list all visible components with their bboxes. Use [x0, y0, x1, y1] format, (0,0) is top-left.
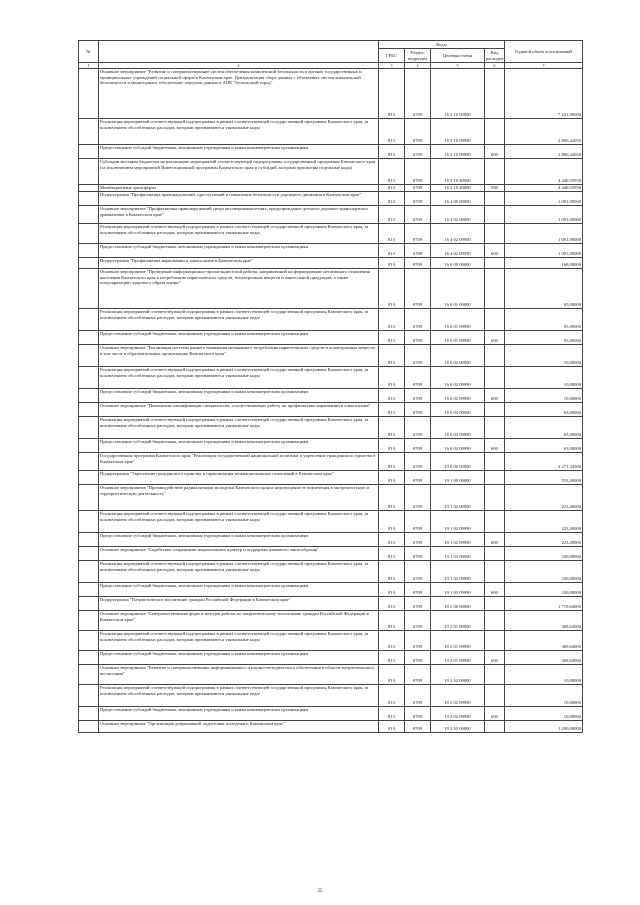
row-grbs-cell: 813 [379, 439, 405, 453]
row-amount-cell: 369,64000 [505, 611, 583, 631]
row-name-cell: Реализация мероприятий соответствующей подпрограммы в рамках соответствующей государственной программы Камчатского края, за исключением обособленных расходов, которым присваиваются уникальные коды [99, 119, 379, 145]
row-section-cell: 0709 [405, 367, 431, 389]
row-type-cell: 600 [485, 389, 505, 403]
row-name-cell: Предоставление субсидий бюджетным, автономным учреждениям и иным некоммерческим организациям [99, 244, 379, 258]
table-row [79, 244, 583, 258]
row-section-cell: 0709 [405, 389, 431, 403]
row-number-cell [79, 69, 99, 119]
row-target-cell: 16 4 00 00000 [431, 192, 485, 206]
row-section-cell: 0709 [405, 345, 431, 367]
row-name-cell: Межбюджетные трансферты [99, 185, 379, 192]
table-row [79, 331, 583, 345]
col-number: 6 [485, 63, 505, 69]
row-section-cell: 0709 [405, 224, 431, 244]
row-target-cell: 16 4 02 00000 [431, 206, 485, 224]
table-row [79, 485, 583, 511]
row-amount-cell: 1 091,00000 [505, 244, 583, 258]
table-row [79, 611, 583, 631]
row-section-cell: 0709 [405, 453, 431, 471]
header-number: № [79, 41, 99, 63]
row-grbs-cell: 813 [379, 533, 405, 547]
table-row [79, 665, 583, 685]
row-name-cell: Государственная программа Камчатского края "Реализация государственной национальной политики и укрепление гражданского единства в Камчатском крае" [99, 453, 379, 471]
row-number-cell [79, 331, 99, 345]
table-row [79, 561, 583, 583]
row-grbs-cell: 813 [379, 269, 405, 309]
row-section-cell: 0709 [405, 511, 431, 533]
row-type-cell [485, 485, 505, 511]
row-grbs-cell: 813 [379, 367, 405, 389]
row-grbs-cell: 813 [379, 119, 405, 145]
row-grbs-cell: 813 [379, 471, 405, 485]
row-name-cell: Предоставление субсидий бюджетным, автономным учреждениям и иным некоммерческим организациям [99, 439, 379, 453]
row-name-cell: Основное мероприятие "Развитие и совершенствование систем обеспечения комплексной безопасности в органах государственных и муниципальных учреждений социальной сферы в Камчатском крае. Централизация сбора данных с объектовых систем комплексной безопасности и мониторинга, обеспечение передачи данных в АПК "Безопасный город" [99, 69, 379, 119]
row-grbs-cell: 813 [379, 561, 405, 583]
row-amount-cell: 3 271,34500 [505, 453, 583, 471]
row-amount-cell: 223,49000 [505, 485, 583, 511]
table-row [79, 69, 583, 119]
row-number-cell [79, 453, 99, 471]
row-target-cell: 16 6 01 09990 [431, 309, 485, 331]
row-type-cell [485, 206, 505, 224]
table-row [79, 119, 583, 145]
row-number-cell [79, 185, 99, 192]
row-section-cell: 0709 [405, 244, 431, 258]
header-section: Раздел, подраздел [405, 49, 431, 63]
row-amount-cell: 10,00000 [505, 685, 583, 707]
row-target-cell: 16 6 04 09990 [431, 439, 485, 453]
row-section-cell: 0709 [405, 631, 431, 651]
row-target-cell: 19 1 02 09990 [431, 511, 485, 533]
row-target-cell: 16 6 02 09990 [431, 367, 485, 389]
row-type-cell: 600 [485, 707, 505, 721]
table-row [79, 583, 583, 597]
row-number-cell [79, 159, 99, 185]
row-target-cell: 16 6 04 00000 [431, 403, 485, 417]
row-type-cell: 600 [485, 439, 505, 453]
row-amount-cell: 1 091,00000 [505, 192, 583, 206]
row-name-cell: Реализация мероприятий соответствующей подпрограммы в рамках соответствующей государственной программы Камчатского края, за исключением обособленных расходов, которым присваиваются уникальные коды [99, 561, 379, 583]
row-amount-cell: 223,49000 [505, 533, 583, 547]
row-number-cell [79, 309, 99, 331]
header-name [99, 41, 379, 63]
row-amount-cell: 10,00000 [505, 389, 583, 403]
table-row [79, 269, 583, 309]
row-target-cell: 16 3 10 09990 [431, 119, 485, 145]
row-target-cell: 16 6 00 00000 [431, 258, 485, 269]
row-amount-cell: 95,00000 [505, 309, 583, 331]
table-row [79, 345, 583, 367]
row-number-cell [79, 533, 99, 547]
row-type-cell: 600 [485, 244, 505, 258]
row-target-cell: 19 1 00 00000 [431, 471, 485, 485]
row-name-cell: Реализация мероприятий соответствующей подпрограммы в рамках соответствующей государственной программы Камчатского края, за исключением обособленных расходов, которым присваиваются уникальные коды [99, 224, 379, 244]
row-target-cell: 16 3 10 40000 [431, 159, 485, 185]
row-name-cell: Предоставление субсидий бюджетным, автономным учреждениям и иным некоммерческим организациям [99, 583, 379, 597]
row-name-cell: Подпрограмма "Профилактика наркомании и алкоголизма в Камчатском крае" [99, 258, 379, 269]
row-target-cell: 19 1 03 09990 [431, 583, 485, 597]
row-grbs-cell: 813 [379, 511, 405, 533]
row-section-cell: 0709 [405, 583, 431, 597]
col-number: 1 [79, 63, 99, 69]
table-row [79, 206, 583, 224]
row-name-cell: Реализация мероприятий соответствующей подпрограммы в рамках соответствующей государственной программы Камчатского края, за исключением обособленных расходов, которым присваиваются уникальные коды [99, 511, 379, 533]
row-amount-cell: 330,00000 [505, 583, 583, 597]
row-amount-cell: 10,00000 [505, 345, 583, 367]
row-name-cell: Основное мероприятие "Совершенствование форм и методов работы по патриотическому воспитанию граждан Российской Федерации в Камчатском крае" [99, 611, 379, 631]
row-amount-cell: 2 800,44050 [505, 119, 583, 145]
budget-table-page [78, 40, 582, 733]
row-grbs-cell: 813 [379, 631, 405, 651]
row-number-cell [79, 547, 99, 561]
row-number-cell [79, 224, 99, 244]
row-section-cell: 0709 [405, 651, 431, 665]
row-type-cell [485, 367, 505, 389]
row-type-cell: 500 [485, 185, 505, 192]
row-name-cell: Предоставление субсидий бюджетным, автономным учреждениям и иным некоммерческим организациям [99, 389, 379, 403]
row-amount-cell: 553,49000 [505, 471, 583, 485]
row-type-cell: 600 [485, 331, 505, 345]
table-row [79, 258, 583, 269]
row-grbs-cell: 813 [379, 331, 405, 345]
col-number: 3 [379, 63, 405, 69]
row-number-cell [79, 583, 99, 597]
row-section-cell: 0709 [405, 309, 431, 331]
row-target-cell: 19 2 03 00000 [431, 721, 485, 733]
row-number-cell [79, 561, 99, 583]
row-section-cell: 0709 [405, 707, 431, 721]
row-name-cell: Реализация мероприятий соответствующей подпрограммы в рамках соответствующей государственной программы Камчатского края, за исключением обособленных расходов, которым присваиваются уникальные коды [99, 685, 379, 707]
row-section-cell: 0709 [405, 69, 431, 119]
row-name-cell: Основное мероприятие "Противодействие радикализации молодежи Камчатского края и недопущение ее вовлечения в экстремистскую и террористическую деятельность" [99, 485, 379, 511]
row-section-cell: 0709 [405, 547, 431, 561]
row-grbs-cell: 813 [379, 417, 405, 439]
table-row [79, 403, 583, 417]
row-grbs-cell: 813 [379, 69, 405, 119]
row-section-cell: 0709 [405, 561, 431, 583]
row-number-cell [79, 417, 99, 439]
table-row [79, 631, 583, 651]
row-section-cell: 0709 [405, 269, 431, 309]
row-number-cell [79, 119, 99, 145]
row-name-cell: Предоставление субсидий бюджетным, автономным учреждениям и иным некоммерческим организациям [99, 331, 379, 345]
row-name-cell: Субсидии местным бюджетам на реализацию мероприятий соответствующей подпрограммы государственной программы Камчатского края (за исключением мероприятий Инвестиционной программы Камчатского края и субсидий, которым присвоены отдельные коды) [99, 159, 379, 185]
row-section-cell: 0709 [405, 258, 431, 269]
row-grbs-cell: 813 [379, 206, 405, 224]
row-number-cell [79, 721, 99, 733]
row-amount-cell: 4 440,55950 [505, 159, 583, 185]
col-number: 4 [405, 63, 431, 69]
row-amount-cell: 65,00000 [505, 269, 583, 309]
row-type-cell [485, 547, 505, 561]
row-number-cell [79, 206, 99, 224]
row-section-cell: 0709 [405, 485, 431, 511]
row-target-cell: 19 0 00 00000 [431, 453, 485, 471]
row-grbs-cell: 813 [379, 244, 405, 258]
header-expense-type: Вид расходов [486, 49, 504, 61]
row-grbs-cell: 813 [379, 185, 405, 192]
row-grbs-cell: 813 [379, 258, 405, 269]
row-amount-cell: 1 719,64000 [505, 597, 583, 611]
row-target-cell: 19 2 00 00000 [431, 597, 485, 611]
row-target-cell: 16 3 10 00000 [431, 69, 485, 119]
row-amount-cell: 168,00000 [505, 258, 583, 269]
row-amount-cell: 369,64000 [505, 651, 583, 665]
row-name-cell: Предоставление субсидий бюджетным, автономным учреждениям и иным некоммерческим организациям [99, 145, 379, 159]
row-number-cell [79, 367, 99, 389]
row-grbs-cell: 813 [379, 309, 405, 331]
row-grbs-cell: 813 [379, 453, 405, 471]
row-name-cell: Основное мероприятие "Повышение квалификации специалистов, осуществляющих работу по профилактике наркомании и алкоголизма" [99, 403, 379, 417]
row-target-cell: 16 3 10 40000 [431, 185, 485, 192]
table-row [79, 417, 583, 439]
row-name-cell: Предоставление субсидий бюджетным, автономным учреждениям и иным некоммерческим организациям [99, 707, 379, 721]
row-amount-cell: 63,00000 [505, 403, 583, 417]
row-number-cell [79, 389, 99, 403]
row-grbs-cell: 813 [379, 159, 405, 185]
row-grbs-cell: 813 [379, 403, 405, 417]
row-section-cell: 0709 [405, 597, 431, 611]
row-type-cell [485, 69, 505, 119]
row-type-cell [485, 453, 505, 471]
row-type-cell: 600 [485, 533, 505, 547]
row-amount-cell: 1 290,00000 [505, 721, 583, 733]
row-amount-cell: 369,64000 [505, 631, 583, 651]
row-amount-cell: 10,00000 [505, 665, 583, 685]
row-type-cell: 600 [485, 145, 505, 159]
table-row [79, 309, 583, 331]
row-grbs-cell: 813 [379, 597, 405, 611]
row-type-cell [485, 511, 505, 533]
row-name-cell: Предоставление субсидий бюджетным, автономным учреждениям и иным некоммерческим организациям [99, 651, 379, 665]
row-grbs-cell: 813 [379, 547, 405, 561]
page-number: 25 [317, 889, 323, 894]
row-amount-cell: 4 440,55950 [505, 185, 583, 192]
row-amount-cell: 10,00000 [505, 707, 583, 721]
row-name-cell: Подпрограмма "Укрепление гражданского единства и гармонизация межнациональных отношений в Камчатском крае" [99, 471, 379, 485]
row-amount-cell: 7 241,00000 [505, 69, 583, 119]
row-name-cell: Предоставление субсидий бюджетным, автономным учреждениям и иным некоммерческим организациям [99, 533, 379, 547]
row-number-cell [79, 145, 99, 159]
row-target-cell: 16 6 04 09990 [431, 417, 485, 439]
row-amount-cell: 63,00000 [505, 417, 583, 439]
table-row [79, 367, 583, 389]
budget-table [78, 40, 583, 733]
row-target-cell: 16 4 02 09990 [431, 224, 485, 244]
table-row [79, 192, 583, 206]
table-row [79, 185, 583, 192]
row-target-cell: 16 4 02 09990 [431, 244, 485, 258]
row-type-cell: 600 [485, 651, 505, 665]
row-section-cell: 0709 [405, 685, 431, 707]
row-number-cell [79, 439, 99, 453]
table-row [79, 471, 583, 485]
col-number: 7 [505, 63, 583, 69]
row-target-cell: 19 1 03 00000 [431, 547, 485, 561]
table-row [79, 721, 583, 733]
row-grbs-cell: 813 [379, 345, 405, 367]
row-target-cell: 19 2 01 09990 [431, 651, 485, 665]
row-name-cell: Подпрограмма "Патриотическое воспитание граждан Российской Федерации в Камчатском крае" [99, 597, 379, 611]
row-type-cell [485, 685, 505, 707]
row-target-cell: 19 2 01 00000 [431, 611, 485, 631]
row-section-cell: 0709 [405, 417, 431, 439]
row-name-cell: Основное мероприятие "Содействие сохранению национальных культур и поддержка языкового многообразия" [99, 547, 379, 561]
table-row [79, 159, 583, 185]
row-grbs-cell: 813 [379, 651, 405, 665]
row-target-cell: 16 6 02 09990 [431, 389, 485, 403]
header-grbs: ГРБС [379, 49, 405, 63]
row-grbs-cell: 813 [379, 685, 405, 707]
row-type-cell [485, 403, 505, 417]
row-target-cell: 19 1 03 09990 [431, 561, 485, 583]
row-section-cell: 0709 [405, 145, 431, 159]
row-section-cell: 0709 [405, 439, 431, 453]
row-type-cell [485, 159, 505, 185]
row-type-cell [485, 224, 505, 244]
table-row [79, 597, 583, 611]
row-grbs-cell: 813 [379, 485, 405, 511]
table-row [79, 511, 583, 533]
row-target-cell: 16 6 02 00000 [431, 345, 485, 367]
row-target-cell: 19 2 02 09990 [431, 685, 485, 707]
table-row [79, 389, 583, 403]
row-grbs-cell: 813 [379, 707, 405, 721]
row-number-cell [79, 597, 99, 611]
row-target-cell: 19 2 02 09990 [431, 707, 485, 721]
row-number-cell [79, 631, 99, 651]
row-type-cell [485, 471, 505, 485]
row-section-cell: 0709 [405, 331, 431, 345]
table-row [79, 145, 583, 159]
row-number-cell [79, 611, 99, 631]
row-number-cell [79, 345, 99, 367]
row-type-cell [485, 192, 505, 206]
row-type-cell: 600 [485, 583, 505, 597]
row-amount-cell: 1 091,00000 [505, 224, 583, 244]
table-row [79, 685, 583, 707]
row-amount-cell: 223,49000 [505, 511, 583, 533]
row-type-cell [485, 269, 505, 309]
row-type-cell [485, 561, 505, 583]
row-number-cell [79, 665, 99, 685]
row-section-cell: 0709 [405, 192, 431, 206]
row-amount-cell: 10,00000 [505, 367, 583, 389]
row-name-cell: Основное мероприятие "Организация допризывной подготовки молодежи в Камчатском крае" [99, 721, 379, 733]
row-number-cell [79, 244, 99, 258]
row-name-cell: Реализация мероприятий соответствующей подпрограммы в рамках соответствующей государственной программы Камчатского края, за исключением обособленных расходов, которым присваиваются уникальные коды [99, 417, 379, 439]
row-grbs-cell: 813 [379, 224, 405, 244]
row-number-cell [79, 685, 99, 707]
row-amount-cell: 63,00000 [505, 439, 583, 453]
col-number: 2 [99, 63, 379, 69]
row-type-cell [485, 417, 505, 439]
row-type-cell [485, 309, 505, 331]
row-number-cell [79, 192, 99, 206]
row-name-cell: Основное мероприятие "Проведение информационно-пропагандистской работы, направленной на формирование негативного отношения населения Камчатского края к потреблению наркотических средств, психотропных веществ и алкогольной продукции, а также популяризацию здорового образа жизни" [99, 269, 379, 309]
header-amount: Годовой объем ассигнований [505, 41, 583, 63]
row-number-cell [79, 651, 99, 665]
row-amount-cell: 2 800,44050 [505, 145, 583, 159]
row-section-cell: 0709 [405, 403, 431, 417]
row-section-cell: 0709 [405, 159, 431, 185]
row-amount-cell: 330,00000 [505, 547, 583, 561]
row-amount-cell: 330,00000 [505, 561, 583, 583]
row-number-cell [79, 471, 99, 485]
row-grbs-cell: 813 [379, 389, 405, 403]
row-type-cell [485, 119, 505, 145]
table-row [79, 453, 583, 471]
table-row [79, 224, 583, 244]
row-number-cell [79, 485, 99, 511]
row-grbs-cell: 813 [379, 665, 405, 685]
row-section-cell: 0709 [405, 185, 431, 192]
row-section-cell: 0709 [405, 611, 431, 631]
row-target-cell: 19 2 02 00000 [431, 665, 485, 685]
header-codes: Коды [379, 41, 505, 49]
row-amount-cell: 1 091,00000 [505, 206, 583, 224]
row-type-cell [485, 597, 505, 611]
row-type-cell [485, 345, 505, 367]
table-row [79, 707, 583, 721]
row-target-cell: 19 1 02 00000 [431, 485, 485, 511]
row-type-cell [485, 611, 505, 631]
table-row [79, 651, 583, 665]
row-section-cell: 0709 [405, 206, 431, 224]
row-grbs-cell: 813 [379, 611, 405, 631]
row-name-cell: Подпрограмма "Профилактика правонарушений, преступлений и повышение безопасности дорожного движения в Камчатском крае" [99, 192, 379, 206]
row-type-cell [485, 721, 505, 733]
row-target-cell: 16 3 10 09990 [431, 145, 485, 159]
row-name-cell: Реализация мероприятий соответствующей подпрограммы в рамках соответствующей государственной программы Камчатского края, за исключением обособленных расходов, которым присваиваются уникальные коды [99, 367, 379, 389]
row-name-cell: Основное мероприятие "Реализация системы раннего выявления незаконного потребления наркотических средств и психотропных веществ, в том числе в образовательных организациях Камчатского края" [99, 345, 379, 367]
row-target-cell: 16 6 01 09990 [431, 331, 485, 345]
row-section-cell: 0709 [405, 665, 431, 685]
row-grbs-cell: 813 [379, 583, 405, 597]
row-name-cell: Основное мероприятие "Развитие и совершенствование информационного и научно-методического обеспечения в области патриотического воспитания" [99, 665, 379, 685]
row-name-cell: Реализация мероприятий соответствующей подпрограммы в рамках соответствующей государственной программы Камчатского края, за исключением обособленных расходов, которым присваиваются уникальные коды [99, 631, 379, 651]
row-section-cell: 0709 [405, 471, 431, 485]
row-number-cell [79, 269, 99, 309]
row-type-cell [485, 665, 505, 685]
table-row [79, 439, 583, 453]
row-section-cell: 0709 [405, 119, 431, 145]
row-section-cell: 0709 [405, 721, 431, 733]
row-target-cell: 16 6 01 00000 [431, 269, 485, 309]
col-number: 5 [431, 63, 485, 69]
row-grbs-cell: 813 [379, 145, 405, 159]
row-type-cell [485, 258, 505, 269]
row-number-cell [79, 403, 99, 417]
row-name-cell: Реализация мероприятий соответствующей подпрограммы в рамках соответствующей государственной программы Камчатского края, за исключением обособленных расходов, которым присваиваются уникальные коды [99, 309, 379, 331]
row-number-cell [79, 511, 99, 533]
row-grbs-cell: 813 [379, 721, 405, 733]
row-number-cell [79, 707, 99, 721]
row-name-cell: Основное мероприятие "Профилактика правонарушений среди несовершеннолетних, предупреждение детского дорожно-транспортного травматизма в Камчатском крае" [99, 206, 379, 224]
row-type-cell [485, 631, 505, 651]
header-target: Целевая статья [431, 49, 485, 63]
row-section-cell: 0709 [405, 533, 431, 547]
row-grbs-cell: 813 [379, 192, 405, 206]
table-row [79, 533, 583, 547]
table-row [79, 547, 583, 561]
row-number-cell [79, 258, 99, 269]
row-amount-cell: 95,00000 [505, 331, 583, 345]
row-target-cell: 19 2 01 09990 [431, 631, 485, 651]
row-target-cell: 19 1 02 09990 [431, 533, 485, 547]
